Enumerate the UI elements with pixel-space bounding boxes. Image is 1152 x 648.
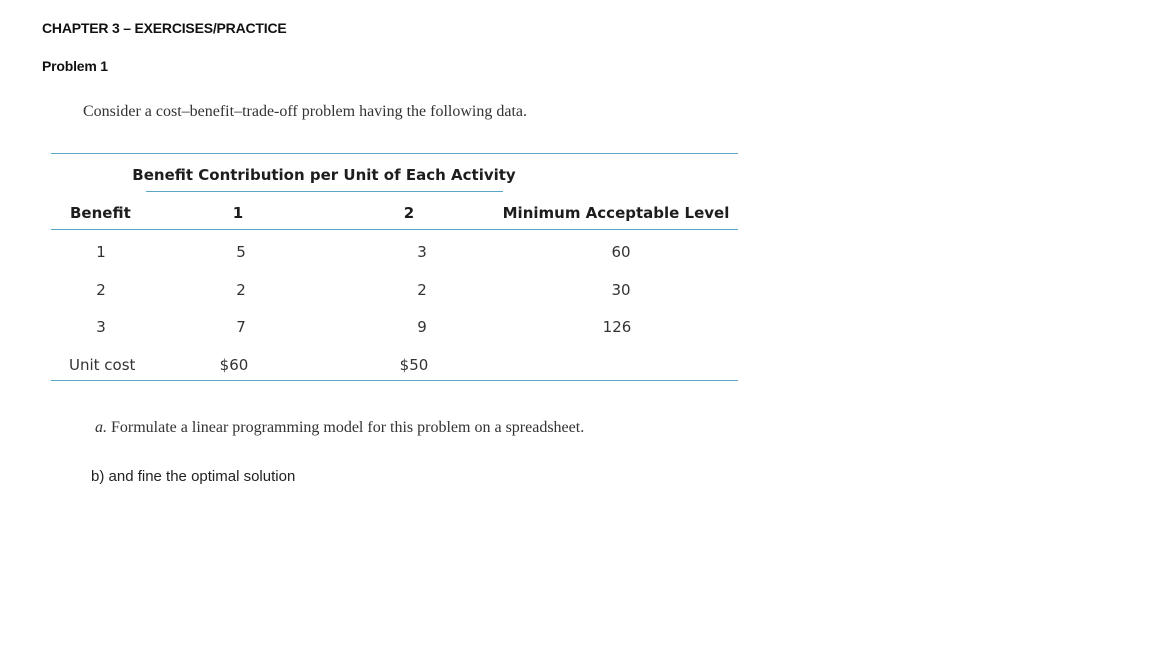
chapter-title: CHAPTER 3 – EXERCISES/PRACTICE xyxy=(42,20,287,36)
question-part-a xyxy=(95,419,584,437)
unit-cost-label: Unit cost xyxy=(69,356,136,374)
activity-2-cell: 2 xyxy=(417,281,427,299)
activity-1-cell: 7 xyxy=(236,318,246,336)
activity-1-cell: 2 xyxy=(236,281,246,299)
activity-2-cell: 9 xyxy=(417,318,427,336)
min-level-cell: 126 xyxy=(602,318,632,336)
group-header-rule xyxy=(146,191,503,192)
unit-cost-activity-1: $60 xyxy=(219,356,249,374)
column-header-activity-1: 1 xyxy=(232,204,244,222)
table-bottom-rule xyxy=(51,380,738,381)
group-header: Benefit Contribution per Unit of Each Activity xyxy=(132,166,516,184)
min-level-cell: 60 xyxy=(611,243,631,261)
benefit-cell: 1 xyxy=(96,243,106,261)
min-level-cell: 30 xyxy=(611,281,631,299)
column-header-min-level: Minimum Acceptable Level xyxy=(502,204,730,222)
table-header-rule xyxy=(51,229,738,230)
problem-label: Problem 1 xyxy=(42,58,108,74)
table-top-rule xyxy=(51,153,738,154)
benefit-cell: 3 xyxy=(96,318,106,336)
column-header-activity-2: 2 xyxy=(403,204,415,222)
part-a-text: Formulate a linear programming model for this problem on a spreadsheet. xyxy=(111,419,585,436)
question-part-b: b) and fine the optimal solution xyxy=(91,468,296,485)
problem-intro: Consider a cost–benefit–trade-off problem having the following data. xyxy=(83,103,528,120)
benefit-cell: 2 xyxy=(96,281,106,299)
unit-cost-activity-2: $50 xyxy=(399,356,429,374)
activity-1-cell: 5 xyxy=(236,243,246,261)
column-header-benefit: Benefit xyxy=(70,204,131,222)
activity-2-cell: 3 xyxy=(417,243,427,261)
part-a-label: a. xyxy=(95,419,107,436)
